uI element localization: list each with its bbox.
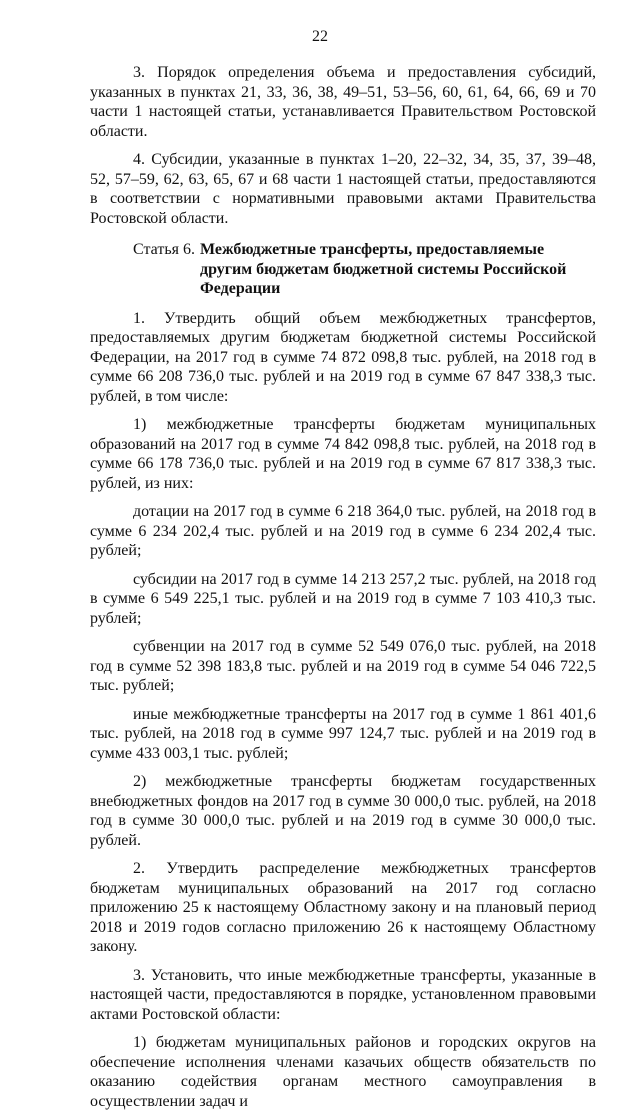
paragraph-subsidy-procedure: 3. Порядок определения объема и предоставления субсидий, указанных в пунктах 21, 33, 36, 38, 49–51, 53–56, 60, 61, 64, 66, 69 и 70 части 1 настоящей статьи, устанавливается Правительством Ростовской области. xyxy=(90,64,596,140)
paragraph-grants: дотации на 2017 год в сумме 6 218 364,0 тыс. рублей, на 2018 год в сумме 6 234 202,4 тыс. рублей и на 2019 год в сумме 6 234 202,4 тыс. рублей; xyxy=(90,503,596,559)
paragraph-municipal-transfers: 1) межбюджетные трансферты бюджетам муниципальных образований на 2017 год в сумме 74 842 098,8 тыс. рублей, на 2018 год в сумме 66 178 736,0 тыс. рублей и на 2019 год в сумме 67 817 338,3 тыс. рублей, из них: xyxy=(90,416,596,492)
document-body xyxy=(90,63,596,1120)
paragraph-cossack-societies: 1) бюджетам муниципальных районов и городских округов на обеспечение исполнения членами казачьих обществ обязательств по оказанию содействия органам местного самоуправления в осуществлении задач и xyxy=(90,1034,596,1110)
paragraph-other-transfers: иные межбюджетные трансферты на 2017 год в сумме 1 861 401,6 тыс. рублей, на 2018 год в сумме 997 124,7 тыс. рублей и на 2019 год в сумме 433 003,1 тыс. рублей; xyxy=(90,705,596,762)
article-heading xyxy=(90,240,596,299)
page-number: 22 xyxy=(312,28,328,45)
paragraph-extrabudgetary-funds: 2) межбюджетные трансферты бюджетам государственных внебюджетных фондов на 2017 год в сумме 30 000,0 тыс. рублей, на 2018 год в сумме 30 000,0 тыс. рублей и на 2019 год в сумме 30 000,0 тыс. рублей. xyxy=(90,773,596,849)
paragraph-establish-procedure: 3. Установить, что иные межбюджетные трансферты, указанные в настоящей части, предоставляются в порядке, установленном правовыми актами Ростовской области: xyxy=(90,966,596,1023)
paragraph-subsidy-acts: 4. Субсидии, указанные в пунктах 1–20, 22–32, 34, 35, 37, 39–48, 52, 57–59, 62, 63, 65, 67 и 68 части 1 настоящей статьи, предоставляются в соответствии с нормативными правовыми актами Правительства Ростовской области. xyxy=(90,151,596,227)
article-title: Межбюджетные трансферты, предоставляемые другим бюджетам бюджетной системы Российской Федерации xyxy=(199,241,567,297)
paragraph-distribution: 2. Утвердить распределение межбюджетных трансфертов бюджетам муниципальных образований на 2017 год согласно приложению 25 к настоящему Областному закону и на плановый период 2018 и 2019 годов согласно приложению 26 к настоящему Областному закону. xyxy=(90,860,596,955)
paragraph-subventions: субвенции на 2017 год в сумме 52 549 076,0 тыс. рублей, на 2018 год в сумме 52 398 183,8 тыс. рублей и на 2019 год в сумме 54 046 722,5 тыс. рублей; xyxy=(90,638,596,694)
article-label: Статья 6. xyxy=(133,241,195,258)
paragraph-subsidies: субсидии на 2017 год в сумме 14 213 257,2 тыс. рублей, на 2018 год в сумме 6 549 225,1 тыс. рублей и на 2019 год в сумме 7 103 410,3 тыс. рублей; xyxy=(90,570,596,627)
paragraph-total-volume: 1. Утвердить общий объем межбюджетных трансфертов, предоставляемых другим бюджетам бюджетной системы Российской Федерации, на 2017 год в сумме 74 872 098,8 тыс. рублей, на 2018 год в сумме 66 208 736,0 тыс. рублей и на 2019 год в сумме 67 847 338,3 тыс. рублей, в том числе: xyxy=(90,309,596,405)
